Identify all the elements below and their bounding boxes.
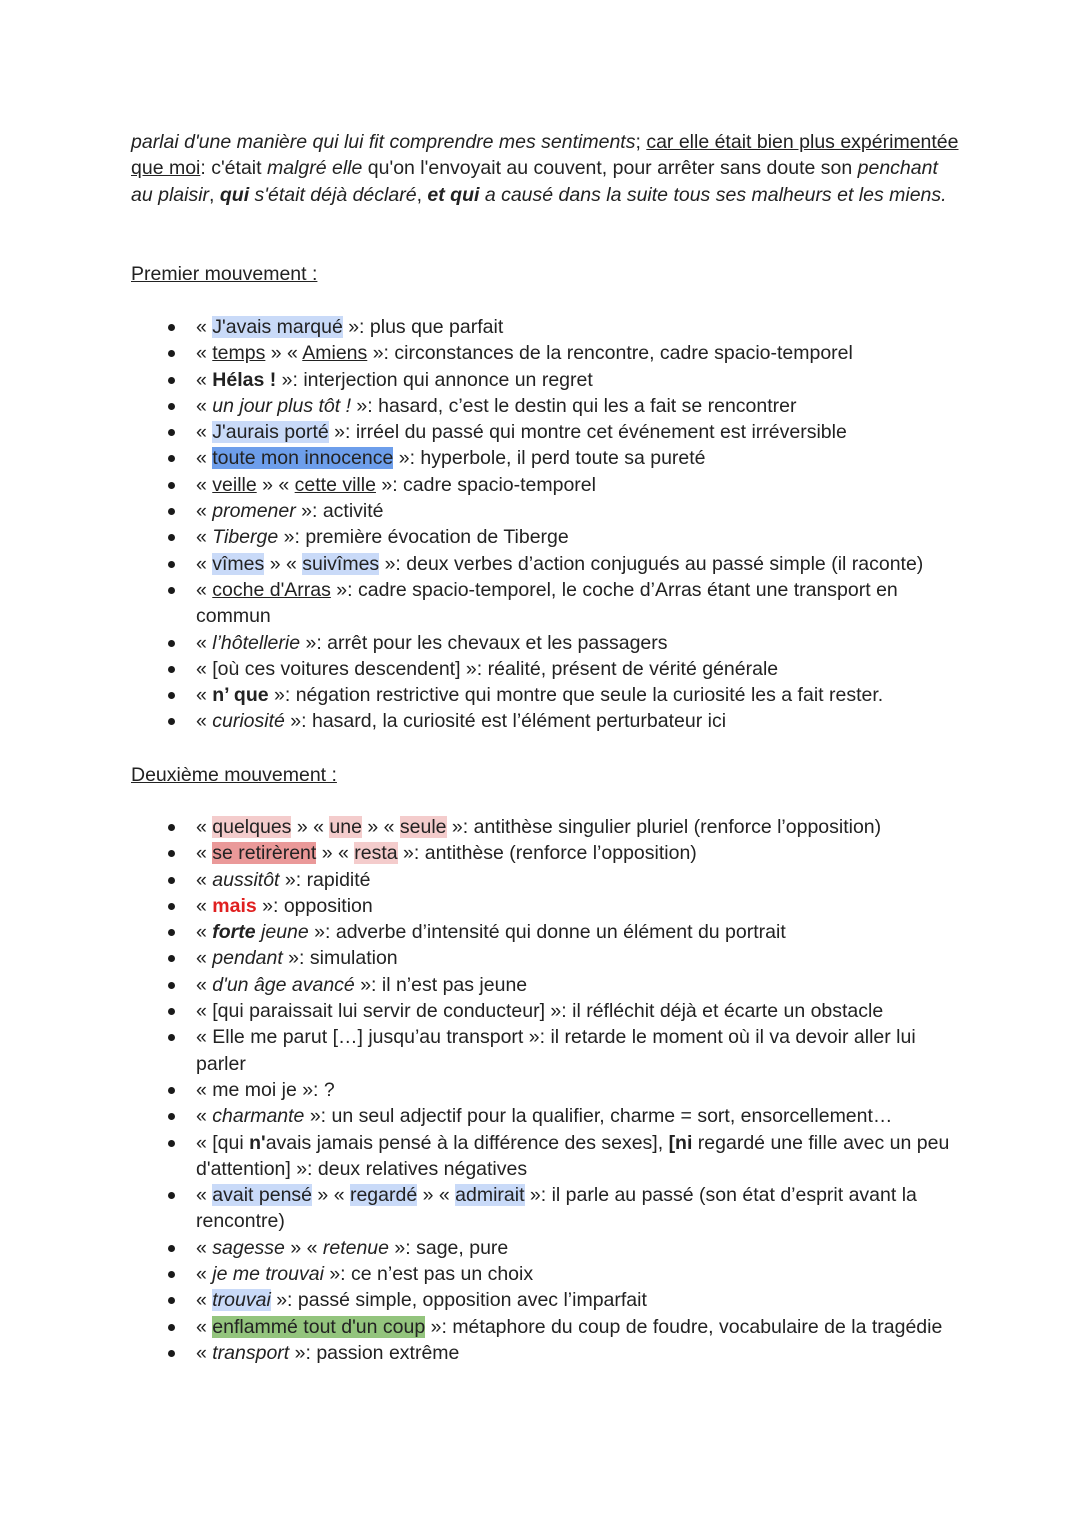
list-item: « je me trouvai »: ce n’est pas un choix: [196, 1261, 956, 1287]
quote: admirait: [455, 1184, 525, 1207]
quote: Hélas !: [212, 368, 277, 391]
list-item: « trouvai »: passé simple, opposition avec l’imparfait: [196, 1287, 956, 1313]
quote: avais jamais pensé à la différence des sexes],: [265, 1131, 669, 1154]
list-item: « aussitôt »: rapidité: [196, 867, 956, 893]
list-item: « pendant »: simulation: [196, 945, 956, 971]
list-item: « n’ que »: négation restrictive qui montre que seule la curiosité les a fait rester.: [196, 682, 956, 708]
quote: pendant: [212, 947, 283, 970]
quote: transport: [212, 1341, 290, 1364]
list-item: « se retirèrent » « resta »: antithèse (renforce l’opposition): [196, 840, 956, 866]
quote: regardé: [349, 1184, 418, 1207]
list-item: « un jour plus tôt ! »: hasard, c’est le destin qui les a fait se rencontrer: [196, 393, 956, 419]
list-item: « curiosité »: hasard, la curiosité est l’élément perturbateur ici: [196, 708, 956, 734]
intro-italic-text: malgré elle: [266, 157, 363, 180]
quote: Tiberge: [212, 526, 279, 549]
quote: se retirèrent: [212, 842, 317, 865]
comment: »: un seul adjectif pour la qualifier, charme = sort, ensorcellement…: [304, 1105, 893, 1128]
list-item: « Tiberge »: première évocation de Tiberge: [196, 524, 956, 550]
comment: »: plus que parfait: [342, 316, 504, 338]
quote: J'aurais porté: [212, 421, 329, 444]
quote: un jour plus tôt !: [212, 394, 352, 417]
quote: coche d'Arras: [212, 578, 331, 601]
quote: charmante: [212, 1105, 305, 1128]
intro-bold-text: qui: [219, 183, 250, 206]
list-item: « forte jeune »: adverbe d’intensité qui donne un élément du portrait: [196, 919, 956, 945]
list-item: « l’hôtellerie »: arrêt pour les chevaux et les passagers: [196, 630, 956, 656]
list-item: « enflammé tout d'un coup »: métaphore du coup de foudre, vocabulaire de la tragédie: [196, 1314, 956, 1340]
intro-italic-text: a causé dans la suite tous ses malheurs et les miens.: [479, 183, 947, 206]
comment: »: interjection qui annonce un regret: [276, 368, 593, 391]
quote: je me trouvai: [212, 1263, 324, 1286]
quote: n’ que: [212, 684, 269, 707]
list-item: « [qui n'avais jamais pensé à la différence des sexes], [ni regardé une fille avec un peu d'attention] »: deux relatives négatives: [196, 1130, 956, 1183]
comment: »: négation restrictive qui montre que seule la curiosité les a fait rester.: [268, 684, 884, 707]
intro-text: ,: [209, 183, 220, 206]
list-item: « vîmes » « suivîmes »: deux verbes d’action conjugués au passé simple (il raconte): [196, 551, 956, 577]
list-item: « temps » « Amiens »: circonstances de la rencontre, cadre spacio-temporel: [196, 340, 956, 366]
intro-text: ;: [635, 131, 647, 153]
intro-text: parlai d'une manière qui lui fit comprendre mes sentiments: [131, 131, 636, 153]
comment: »: ce n’est pas un choix: [323, 1263, 534, 1286]
comment: »: hasard, c’est le destin qui les a fait se rencontrer: [351, 394, 797, 417]
comment: »: circonstances de la rencontre, cadre spacio-temporel: [367, 342, 853, 365]
list-item: « Hélas ! »: interjection qui annonce un regret: [196, 367, 956, 393]
quote: avait pensé: [212, 1184, 313, 1207]
comment: »: sage, pure: [389, 1236, 509, 1259]
intro-text: ,: [416, 183, 428, 206]
quote: resta: [354, 842, 398, 865]
list-item: « avait pensé » « regardé » « admirait »: il parle au passé (son état d’esprit avant la rencontre): [196, 1182, 956, 1235]
intro-paragraph: [131, 129, 961, 208]
quote: seule: [399, 816, 447, 838]
quote: J'avais marqué: [212, 316, 343, 338]
comment: »: métaphore du coup de foudre, vocabulaire de la tragédie: [425, 1315, 943, 1338]
quote: enflammé tout d'un coup: [212, 1315, 426, 1338]
list-item: « [où ces voitures descendent] »: réalité, présent de vérité générale: [196, 656, 956, 682]
comment: »: arrêt pour les chevaux et les passagers: [300, 631, 668, 654]
intro-text: qu'on l'envoyait au couvent, pour arrêter sans doute son: [362, 157, 858, 180]
quote: cette ville: [294, 473, 376, 496]
comment: »: passion extrême: [289, 1341, 460, 1364]
quote: une: [329, 816, 362, 838]
quote: suivîmes: [302, 552, 380, 575]
first-movement-list: [196, 314, 956, 735]
quote: temps: [212, 342, 266, 365]
quote: curiosité: [212, 710, 285, 733]
comment: »: adverbe d’intensité qui donne un élément du portrait: [308, 921, 786, 944]
list-item: « Elle me parut […] jusqu’au transport »: il retarde le moment où il va devoir aller lui parler: [196, 1024, 956, 1077]
list-item: « coche d'Arras »: cadre spacio-temporel, le coche d’Arras étant une transport en commun: [196, 577, 956, 630]
comment: »: irréel du passé qui montre cet événement est irréversible: [328, 421, 847, 444]
quote: vîmes: [212, 552, 265, 575]
quote: Amiens: [302, 342, 368, 365]
first-movement-heading: Premier mouvement :: [131, 263, 318, 285]
second-movement-heading: Deuxième mouvement :: [131, 764, 337, 786]
list-item: « sagesse » « retenue »: sage, pure: [196, 1235, 956, 1261]
intro-text: : c'était: [200, 157, 267, 180]
comment: »: il réfléchit déjà et écarte un obstacle: [545, 1000, 884, 1023]
quote: d'un âge avancé: [212, 973, 355, 996]
intro-bold-text: et qui: [427, 183, 480, 206]
comment: »: ?: [296, 1078, 335, 1101]
comment: »: réalité, présent de vérité générale: [460, 657, 779, 680]
quote: toute mon innocence: [212, 447, 394, 470]
quote: trouvai: [212, 1289, 271, 1312]
intro-italic-text: s'était déjà déclaré: [249, 183, 417, 206]
quote: [ni: [668, 1131, 693, 1154]
quote: Elle me parut […] jusqu’au transport: [212, 1026, 524, 1049]
list-item: « [qui paraissait lui servir de conducteur] »: il réfléchit déjà et écarte un obstacle: [196, 998, 956, 1024]
list-item: « promener »: activité: [196, 498, 956, 524]
quote: quelques: [212, 816, 292, 838]
second-movement-list: [196, 814, 956, 1366]
list-item: « mais »: opposition: [196, 893, 956, 919]
comment: »: deux relatives négatives: [290, 1157, 528, 1180]
quote: n': [249, 1131, 266, 1154]
list-item: « d'un âge avancé »: il n’est pas jeune: [196, 972, 956, 998]
comment: »: hasard, la curiosité est l’élément perturbateur ici: [284, 710, 727, 733]
comment: »: il parle au passé (son état d’esprit avant la rencontre): [196, 1184, 917, 1233]
list-item: « charmante »: un seul adjectif pour la qualifier, charme = sort, ensorcellement…: [196, 1103, 956, 1129]
quote: sagesse: [212, 1236, 285, 1259]
list-item: « toute mon innocence »: hyperbole, il perd toute sa pureté: [196, 445, 956, 471]
quote: jeune: [255, 921, 309, 944]
quote: mais: [212, 894, 257, 917]
list-item: « veille » « cette ville »: cadre spacio-temporel: [196, 472, 956, 498]
quote: l’hôtellerie: [212, 631, 301, 654]
comment: »: cadre spacio-temporel, le coche d’Arras étant une transport en commun: [196, 578, 898, 628]
comment: »: deux verbes d’action conjugués au passé simple (il raconte): [379, 552, 924, 575]
comment: »: simulation: [282, 947, 398, 970]
intro-underlined-text: car elle était bien plus expérimentée que moi: [131, 131, 959, 180]
list-item: « J'aurais porté »: irréel du passé qui montre cet événement est irréversible: [196, 419, 956, 445]
quote: veille: [212, 473, 257, 496]
comment: »: il retarde le moment où il va devoir aller lui parler: [196, 1026, 916, 1075]
quote: aussitôt: [212, 868, 280, 891]
comment: »: rapidité: [279, 868, 371, 891]
intro-italic-text: penchant au plaisir: [131, 157, 938, 206]
list-item: « quelques » « une » « seule »: antithèse singulier pluriel (renforce l’opposition): [196, 814, 956, 840]
quote: [qui paraissait lui servir de conducteur]: [212, 1000, 546, 1023]
comment: »: hyperbole, il perd toute sa pureté: [393, 447, 706, 470]
quote: retenue: [322, 1236, 389, 1259]
list-item: « me moi je »: ?: [196, 1077, 956, 1103]
comment: »: antithèse (renforce l’opposition): [397, 842, 697, 865]
quote: forte: [212, 921, 256, 944]
comment: »: première évocation de Tiberge: [278, 526, 569, 549]
quote: [qui: [212, 1131, 250, 1154]
list-item: « transport »: passion extrême: [196, 1340, 956, 1366]
quote: [où ces voitures descendent]: [212, 657, 461, 680]
quote: promener: [212, 500, 296, 523]
quote: regardé une fille avec un peu d'attention]: [196, 1131, 950, 1180]
comment: »: il n’est pas jeune: [354, 973, 528, 996]
comment: »: passé simple, opposition avec l’imparfait: [270, 1289, 647, 1312]
list-item: « J'avais marqué »: plus que parfait: [196, 314, 956, 340]
comment: »: opposition: [256, 894, 373, 917]
comment: »: activité: [295, 500, 384, 523]
quote: me moi je: [212, 1078, 297, 1101]
comment: »: antithèse singulier pluriel (renforce l’opposition): [446, 816, 882, 838]
comment: »: cadre spacio-temporel: [375, 473, 596, 496]
